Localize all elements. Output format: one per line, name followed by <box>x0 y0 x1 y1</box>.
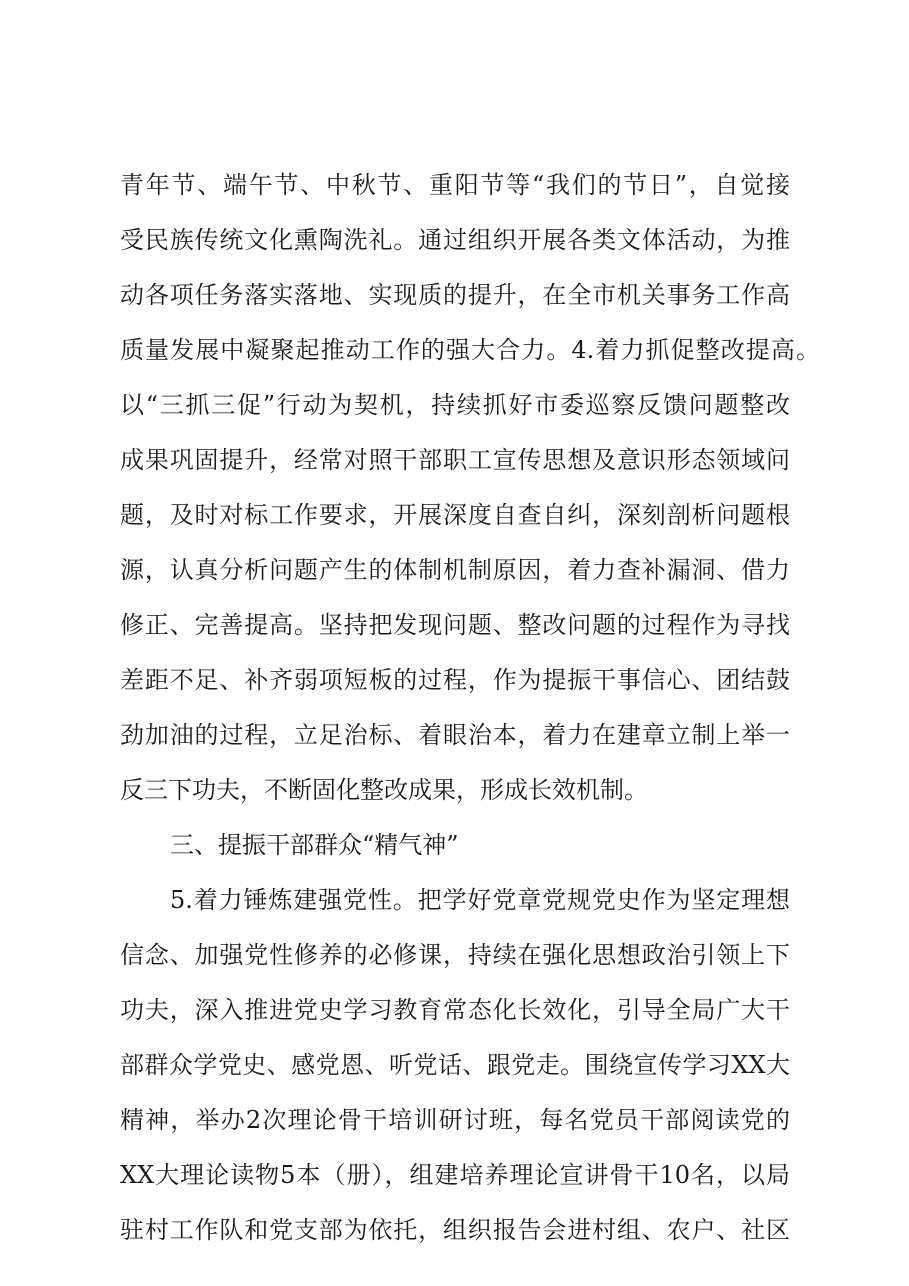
paragraph-line: 反三下功夫，不断固化整改成果，形成长效机制。 <box>120 776 648 804</box>
paragraph-line: 部群众学党史、感党恩、听党话、跟党走。围绕宣传学习XX大 <box>120 1051 790 1079</box>
paragraph-line: 青年节、端午节、中秋节、重阳节等“我们的节日”，自觉接 <box>120 171 790 199</box>
paragraph-line: 驻村工作队和党支部为依托，组织报告会进村组、农户、社区 <box>120 1216 790 1244</box>
paragraph-line: 源，认真分析问题产生的体制机制原因，着力查补漏洞、借力 <box>120 556 790 584</box>
paragraph-line: 劲加油的过程，立足治标、着眼治本，着力在建章立制上举一 <box>120 721 790 749</box>
paragraph-line: 信念、加强党性修养的必修课，持续在强化思想政治引领上下 <box>120 941 790 969</box>
paragraph-line: 受民族传统文化熏陶洗礼。通过组织开展各类文体活动，为推 <box>120 226 790 254</box>
paragraph-line: 质量发展中凝聚起推动工作的强大合力。4.着力抓促整改提高。 <box>120 336 820 364</box>
paragraph-line: 差距不足、补齐弱项短板的过程，作为提振干事信心、团结鼓 <box>120 666 790 694</box>
paragraph-line: XX大理论读物5本（册），组建培养理论宣讲骨干10名，以局 <box>120 1161 790 1189</box>
paragraph-line: 修正、完善提高。坚持把发现问题、整改问题的过程作为寻找 <box>120 611 790 639</box>
paragraph-line: 功夫，深入推进党史学习教育常态化长效化，引导全局广大干 <box>120 996 790 1024</box>
paragraph-line: 精神，举办2次理论骨干培训研讨班，每名党员干部阅读党的 <box>120 1106 790 1134</box>
section-heading: 三、提振干部群众“精气神” <box>170 831 459 859</box>
paragraph-line: 5.着力锤炼建强党性。把学好党章党规党史作为坚定理想 <box>170 886 790 914</box>
paragraph-line: 动各项任务落实落地、实现质的提升，在全市机关事务工作高 <box>120 281 790 309</box>
paragraph-line: 成果巩固提升，经常对照干部职工宣传思想及意识形态领域问 <box>120 446 790 474</box>
paragraph-line: 题，及时对标工作要求，开展深度自查自纠，深刻剖析问题根 <box>120 501 790 529</box>
paragraph-line: 以“三抓三促”行动为契机，持续抓好市委巡察反馈问题整改 <box>120 391 790 419</box>
